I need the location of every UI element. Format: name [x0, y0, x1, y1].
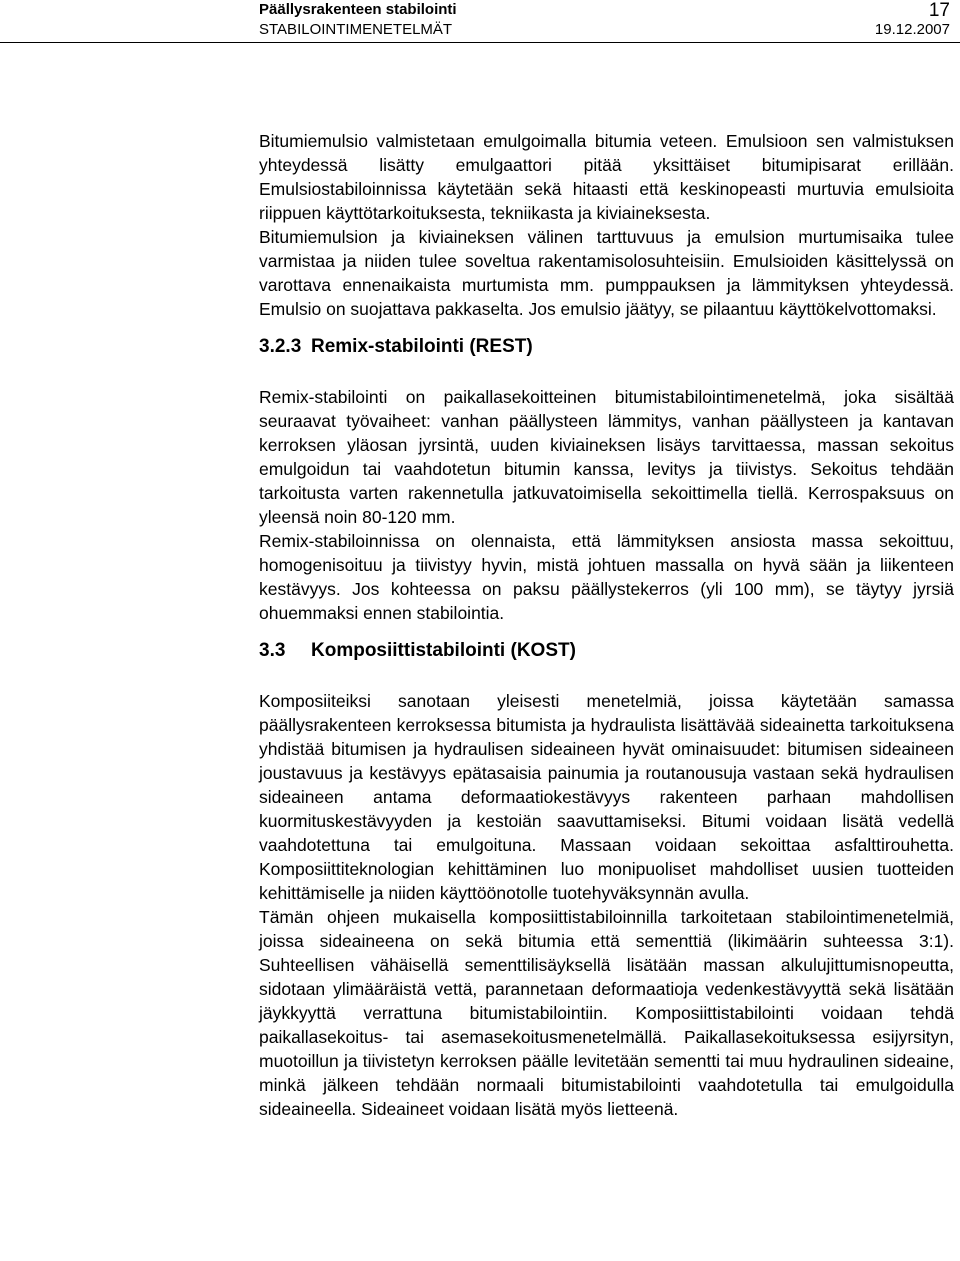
paragraph-composite-method: Tämän ohjeen mukaisella komposiittistabiloinnilla tarkoitetaan stabilointimenetelmiä, joissa sideaineena on sekä bitumia että sementtiä (likimäärin suhteessa 3:1). Suhteellisen vähäisellä sementtilisäyksellä lisätään massan alkulujittumisnopeutta, sidotaan ylimääräistä vettä, parannetaan deformaatioja vedenkestävyyttä sekä lisätään jäykkyyttä verrattuna bitumistabilointiin. Komposiittistabilointi voidaan tehdä paikallasekoitus- tai asemasekoitusmenetelmällä. Paikallasekoituksessa esijyrsityn, muotoillun ja tiivistetyn kerroksen päälle levitetään sementti tai muu hydraulinen sideaine, minkä jälkeen tehdään normaali bitumistabilointi vaahdotetulla tai emulgoidulla sideaineella. Sideaineet voidaan lisätä myös lietteenä.: [259, 907, 954, 1119]
section-heading-remix: [259, 335, 954, 359]
page-number: 17: [928, 0, 950, 21]
paragraph-remix-heating: Remix-stabiloinnissa on olennaista, että lämmityksen ansiosta massa sekoittuu, homogenisoituu ja tiivistyy hyvin, mistä johtuen massalla on hyvä sään ja liikenteen kestävyys. Jos kohteessa on paksu päällystekerros (yli 100 mm), se täytyy jyrsiä ohuemmaksi ennen stabilointia.: [259, 531, 954, 623]
chapter-title: STABILOINTIMENETELMÄT: [259, 21, 453, 38]
paragraph-emulsion-handling: Bitumiemulsion ja kiviaineksen välinen tarttuvuus ja emulsion murtumisaika tulee varmistaa ja niiden tulee soveltua rakentamisolosuhteisiin. Emulsioiden käsittelyssä on varottava ennenaikaista murtumista mm. pumppauksen ja lämmityksen yhteydessä. Emulsio on suojattava pakkaselta. Jos emulsio jäätyy, se pilaantuu käyttökelvottomaksi.: [259, 227, 954, 319]
paragraph-composite-definition: Komposiiteiksi sanotaan yleisesti menetelmiä, joissa käytetään samassa päällysrakenteen kerroksessa bitumista ja hydraulista lisättävää sideainetta tarkoituksena yhdistää bitumisen ja hydraulisen sideaineen hyvät ominaisuudet: bitumisen sideaineen joustavuus ja kestävyys epätasaisia painumia ja routanousuja vastaan sekä hydraulisen sideaineen antama deformaatiokestävyys rakenteen parhaan mahdollisen kuormituskestävyyden ja kestoiän saavuttamiseksi. Bitumi voidaan lisätä vedellä vaahdotettuna tai emulgoituna. Massaan voidaan sekoittaa asfalttirouhetta. Komposiittiteknologian kehittäminen luo monipuoliset mahdolliset uusien tuotteiden kehittämiselle ja niiden käyttöönotolle tuotehyväksynnän avulla.: [259, 691, 954, 903]
document-title: Päällysrakenteen stabilointi: [259, 1, 457, 18]
page-header: [0, 0, 960, 43]
section-heading-composite: [259, 639, 954, 663]
section-title: Komposiittistabilointi (KOST): [311, 640, 576, 661]
paragraph-remix-description: Remix-stabilointi on paikallasekoitteinen bitumistabilointimenetelmä, joka sisältää seuraavat työvaiheet: vanhan päällysteen lämmitys, vanhan päällysteen ja kantavan kerroksen yläosan jyrsintä, uuden kiviaineksen lisäys tarvittaessa, massan sekoitus emulgoidun tai vaahdotetun bitumin kanssa, levitys ja tiivistys. Sekoitus tehdään tarkoitusta varten rakennetulla jatkuvatoimisella sekoittimella tiellä. Kerrospaksuus on yleensä noin 80-120 mm.: [259, 387, 954, 527]
document-date: 19.12.2007: [874, 21, 950, 38]
section-number: 3.2.3: [259, 336, 302, 357]
paragraph-bitumen-emulsion: Bitumiemulsio valmistetaan emulgoimalla bitumia veteen. Emulsioon sen valmistuksen yhteydessä lisätty emulgaattori pitää yksittäiset bitumipisarat erillään. Emulsiostabiloinnissa käytetään sekä hitaasti että keskinopeasti murtuvia emulsioita riippuen käyttötarkoituksesta, tekniikasta ja kiviaineksesta.: [259, 131, 954, 223]
section-number: 3.3: [259, 640, 286, 661]
section-title: Remix-stabilointi (REST): [311, 336, 533, 357]
document-body: [259, 129, 954, 1121]
